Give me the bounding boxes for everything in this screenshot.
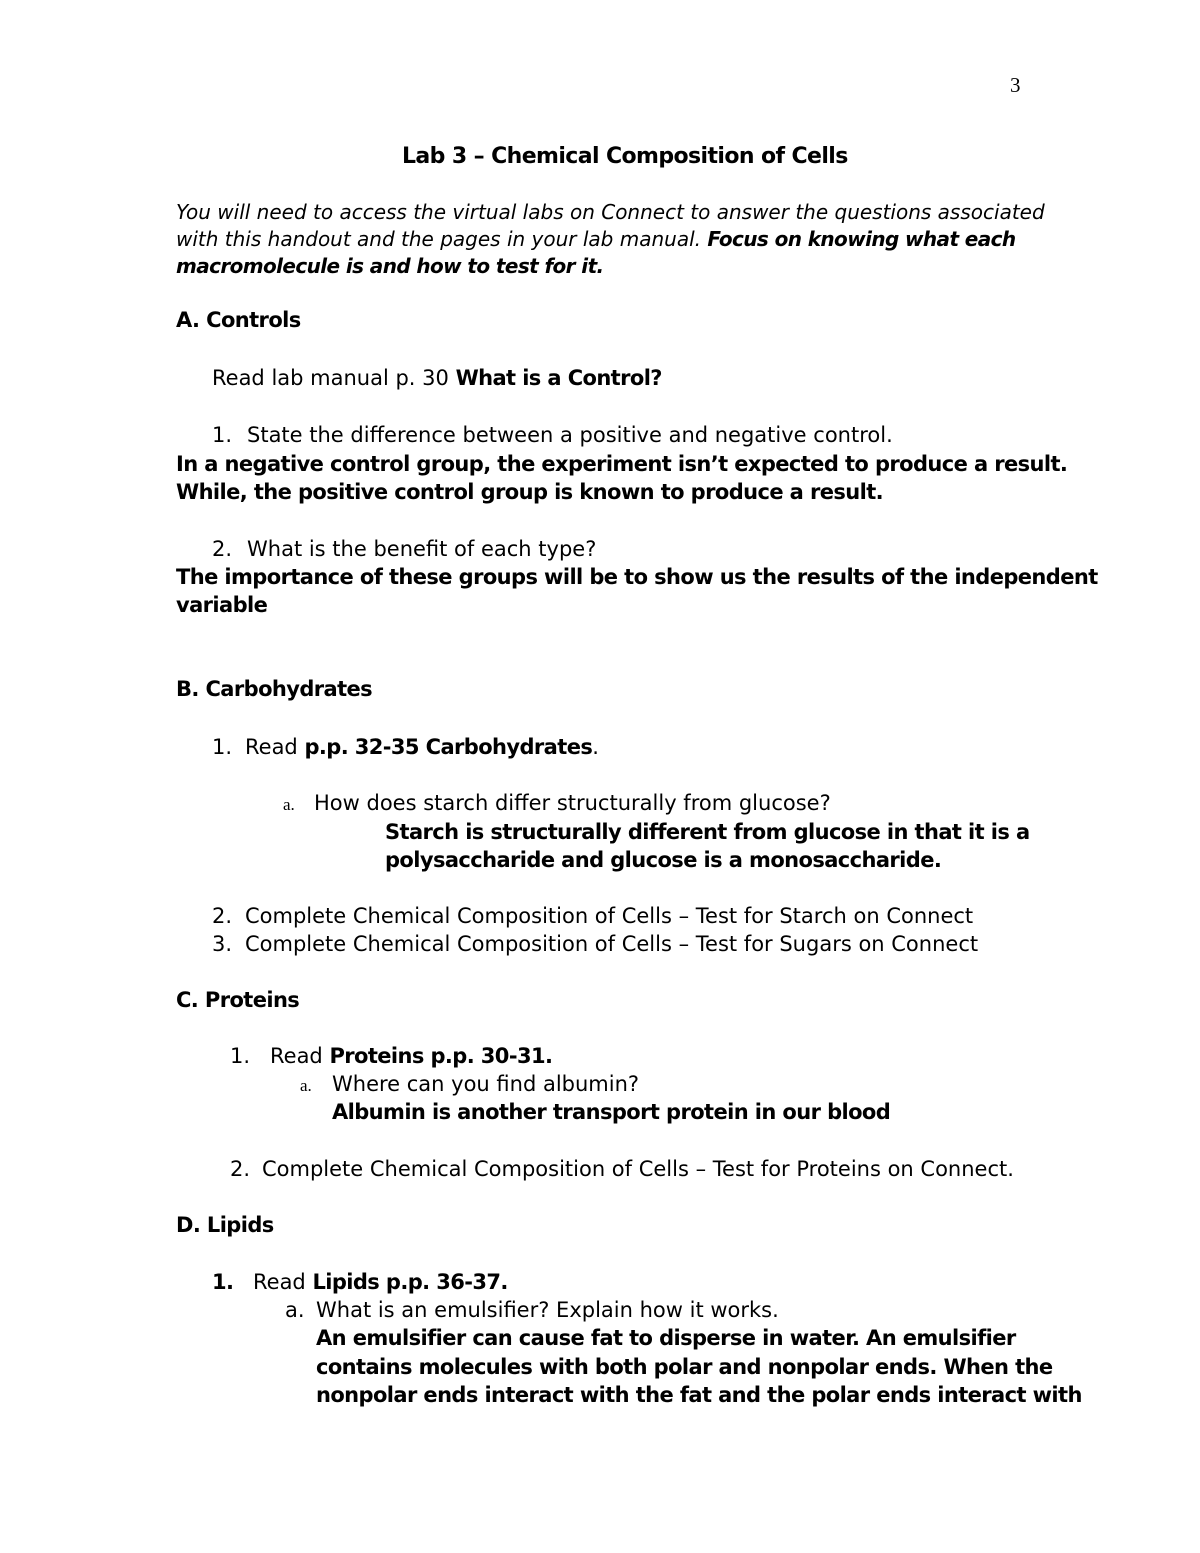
section-b-item-1-suffix: .: [592, 735, 599, 759]
section-d-heading: D. Lipids: [176, 1213, 274, 1237]
section-b-item-2-text: Complete Chemical Composition of Cells – Test for Starch on Connect: [245, 904, 974, 928]
intro-line-3: macromolecule is and how to test for it.: [176, 254, 604, 278]
section-c-item-1-prefix: Read: [270, 1044, 330, 1068]
section-d-item-1: [253, 1268, 508, 1296]
section-a-q2-text: What is the benefit of each type?: [247, 537, 597, 561]
section-b-sub-a-letter: a.: [283, 795, 295, 814]
section-b-item-1-prefix: Read: [245, 735, 305, 759]
section-a-read: [212, 364, 662, 392]
section-c-item-1: [270, 1042, 552, 1070]
section-d-item-1-bold: Lipids p.p. 36-37.: [312, 1270, 508, 1294]
section-b-item-3-number: 3.: [212, 932, 233, 956]
section-d-item-1-number: 1.: [212, 1270, 234, 1294]
section-c-heading: C. Proteins: [176, 988, 300, 1012]
section-d-sub-a-text: What is an emulsifier? Explain how it works.: [316, 1298, 779, 1322]
section-a-read-bold: What is a Control?: [455, 366, 662, 390]
section-c-item-2-number: 2.: [230, 1157, 251, 1181]
section-b-answer-line-2: polysaccharide and glucose is a monosaccharide.: [385, 848, 942, 872]
section-c-sub-a-text: Where can you find albumin?: [332, 1072, 640, 1096]
section-c-sub-a-letter: a.: [300, 1076, 312, 1095]
section-b-item-1-number: 1.: [212, 735, 233, 759]
section-c-answer-line-1: Albumin is another transport protein in our blood: [332, 1100, 891, 1124]
section-b-answer-line-1: Starch is structurally different from glucose in that it is a: [385, 820, 1030, 844]
section-a-read-prefix: Read lab manual p. 30: [212, 366, 456, 390]
section-d-item-1-prefix: Read: [253, 1270, 313, 1294]
section-d-answer-line-1: An emulsifier can cause fat to disperse in water. An emulsifier: [316, 1326, 1016, 1350]
section-b-item-3-text: Complete Chemical Composition of Cells – Test for Sugars on Connect: [245, 932, 979, 956]
section-c-item-1-number: 1.: [230, 1044, 251, 1068]
section-a-heading: A. Controls: [176, 308, 301, 332]
section-b-item-1-bold: p.p. 32-35 Carbohydrates: [304, 735, 593, 759]
intro-line-2-italic: with this handout and the pages in your lab manual.: [176, 227, 708, 251]
intro-line-1: You will need to access the virtual labs on Connect to answer the questions associated: [176, 200, 1045, 224]
section-d-answer-line-3: nonpolar ends interact with the fat and the polar ends interact with: [316, 1383, 1082, 1407]
section-a-answer-1-line-2: While, the positive control group is known to produce a result.: [176, 480, 884, 504]
section-a-q2-number: 2.: [212, 537, 233, 561]
page-number: 3: [1010, 73, 1021, 97]
document-title: Lab 3 – Chemical Composition of Cells: [402, 144, 848, 169]
section-b-item-1: [245, 733, 599, 761]
section-b-sub-a-text: How does starch differ structurally from glucose?: [314, 791, 831, 815]
section-b-item-2-number: 2.: [212, 904, 233, 928]
section-a-answer-2-line-2: variable: [176, 593, 268, 617]
intro-line-2: [176, 225, 1016, 253]
section-a-answer-1-line-1: In a negative control group, the experiment isn’t expected to produce a result.: [176, 452, 1068, 476]
section-b-heading: B. Carbohydrates: [176, 677, 373, 701]
section-a-answer-2-line-1: The importance of these groups will be to show us the results of the independent: [176, 565, 1098, 589]
section-c-item-2-text: Complete Chemical Composition of Cells – Test for Proteins on Connect.: [262, 1157, 1014, 1181]
section-c-item-1-bold: Proteins p.p. 30-31.: [329, 1044, 553, 1068]
section-d-answer-line-2: contains molecules with both polar and nonpolar ends. When the: [316, 1355, 1053, 1379]
intro-focus-text: Focus on knowing what each: [707, 227, 1016, 251]
section-d-sub-a-letter: a.: [285, 1298, 305, 1322]
section-a-q1-number: 1.: [212, 423, 233, 447]
section-a-q1-text: State the difference between a positive and negative control.: [247, 423, 893, 447]
